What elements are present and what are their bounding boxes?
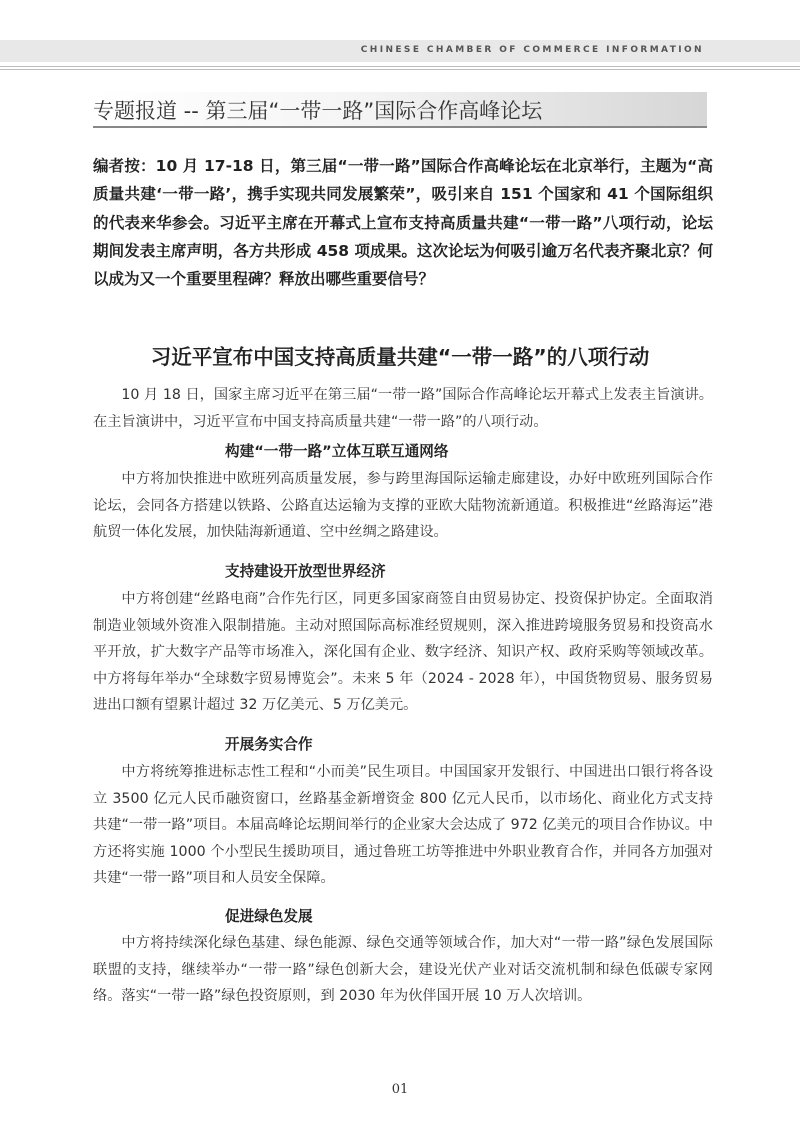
section-title-bar	[93, 92, 707, 128]
editor-note: 编者按：10 月 17-18 日，第三届“一带一路”国际合作高峰论坛在北京举行，主题为“高质量共建‘一带一路’，携手实现共同发展繁荣”，吸引来自 151 个国家和 41 个国际组织的代表来华参会。习近平主席在开幕式上宣布支持高质量共建“一带一路”八项行动，论坛期间发表主席声明，各方共形成 458 项成果。这次论坛为何吸引逾万名代表齐聚北京？何以成为又一个重要里程碑？释放出哪些重要信号？	[93, 157, 713, 289]
header-divider	[0, 66, 800, 67]
subheading-connectivity: 构建“一带一路”立体互联互通网络	[225, 443, 449, 460]
paragraph-cooperation: 中方将统筹推进标志性工程和“小而美”民生项目。中国国家开发银行、中国进出口银行将各设立 3500 亿元人民币融资窗口，丝路基金新增资金 800 亿元人民币，以市场化、商业化方式支持共建“一带一路”项目。本届高峰论坛期间举行的企业家大会达成了 972 亿美元的项目合作协议。中方还将实施 1000 个小型民生援助项目，通过鲁班工坊等推进中外职业教育合作，并同各方加强对共建“一带一路”项目和人员安全保障。	[93, 764, 713, 886]
paragraph-open-economy: 中方将创建“丝路电商”合作先行区，同更多国家商签自由贸易协定、投资保护协定。全面取消制造业领域外资准入限制措施。主动对照国际高标准经贸规则，深入推进跨境服务贸易和投资高水平开放，扩大数字产品等市场准入，深化国有企业、数字经济、知识产权、政府采购等领域改革。中方将每年举办“全球数字贸易博览会”。未来 5 年（2024 - 2028 年），中国货物贸易、服务贸易进出口额有望累计超过 32 万亿美元、5 万亿美元。	[93, 591, 713, 713]
page-number: 01	[391, 1082, 409, 1097]
section-title: 专题报道 -- 第三届“一带一路”国际合作高峰论坛	[93, 99, 543, 123]
article-intro: 10 月 18 日，国家主席习近平在第三届“一带一路”国际合作高峰论坛开幕式上发表主旨演讲。在主旨演讲中，习近平宣布中国支持高质量共建“一带一路”的八项行动。	[93, 387, 713, 430]
subheading-cooperation: 开展务实合作	[225, 736, 313, 753]
paragraph-connectivity: 中方将加快推进中欧班列高质量发展，参与跨里海国际运输走廊建设，办好中欧班列国际合作论坛，会同各方搭建以铁路、公路直达运输为支撑的亚欧大陆物流新通道。积极推进“丝路海运”港航贸一体化发展，加快陆海新通道、空中丝绸之路建设。	[93, 471, 713, 540]
paragraph-green: 中方将持续深化绿色基建、绿色能源、绿色交通等领域合作，加大对“一带一路”绿色发展国际联盟的支持，继续举办“一带一路”绿色创新大会，建设光伏产业对话交流机制和绿色低碳专家网络。落实“一带一路”绿色投资原则，到 2030 年为伙伴国开展 10 万人次培训。	[93, 935, 713, 1004]
header-band	[0, 40, 800, 62]
publication-name: CHINESE CHAMBER OF COMMERCE INFORMATION	[360, 45, 704, 55]
header-divider-2	[0, 69, 800, 70]
subheading-green: 促进绿色发展	[225, 908, 313, 925]
subheading-open-economy: 支持建设开放型世界经济	[225, 563, 386, 580]
article-title: 习近平宣布中国支持高质量共建“一带一路”的八项行动	[150, 345, 650, 369]
